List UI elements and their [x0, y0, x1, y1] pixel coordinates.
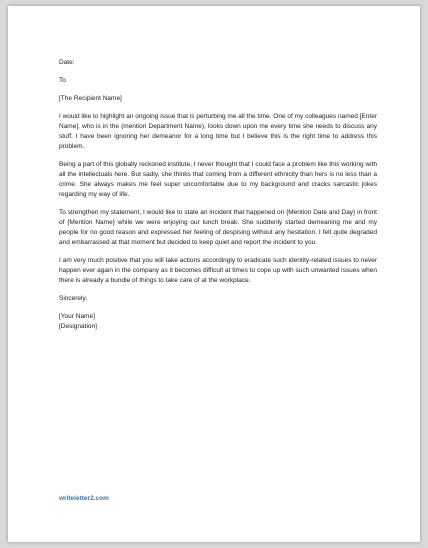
sender-designation: [Designation]: [59, 323, 97, 330]
paragraph-4: I am very much positive that you will take actions accordingly to eradicate such identity-related issues to never happen ever again in the company as it becomes difficult at times to cope up with such unwanted issues when there is already a bundle of things to take care of at the workplace.: [59, 257, 377, 284]
document-page: [8, 6, 420, 542]
paragraph-2: Being a part of this globally reckoned institute, I never thought that I could face a problem like this working with all the intellectuals here. But sadly, she thinks that coming from a different ethnicity than hers is no less than a crime. She always makes me feel super uncomfortable due to my background and cracks sarcastic jokes regarding my way of life.: [59, 161, 377, 198]
to-line: To: [59, 77, 66, 84]
date-line: Date:: [59, 59, 75, 66]
letter-body: [59, 58, 377, 332]
closing: Sincerely,: [59, 295, 88, 302]
paragraph-1: I would like to highlight an ongoing issue that is perturbing me all the time. One of my colleagues named [Enter Name], who is in the (mention Department Name), looks down upon me every time she needs to discuss any stuff. I have been ignoring her demeanor for a long time but I believe this is the right time to address this problem.: [59, 113, 377, 150]
site-link[interactable]: writeletter2.com: [59, 495, 109, 502]
recipient-name: [The Recipient Name]: [59, 95, 122, 102]
paragraph-3: To strengthen my statement, I would like to state an incident that happened on {Mention Date and Day} in front of {Mention Name} while we were enjoying our lunch break. She suddenly started demeaning me and my people for no good reason and expressed her feeling of despising without any hesitation. I felt quite degraded and embarrassed at that moment but decided to keep quiet and report the incident to you.: [59, 209, 377, 246]
sender-name: [Your Name]: [59, 313, 95, 320]
